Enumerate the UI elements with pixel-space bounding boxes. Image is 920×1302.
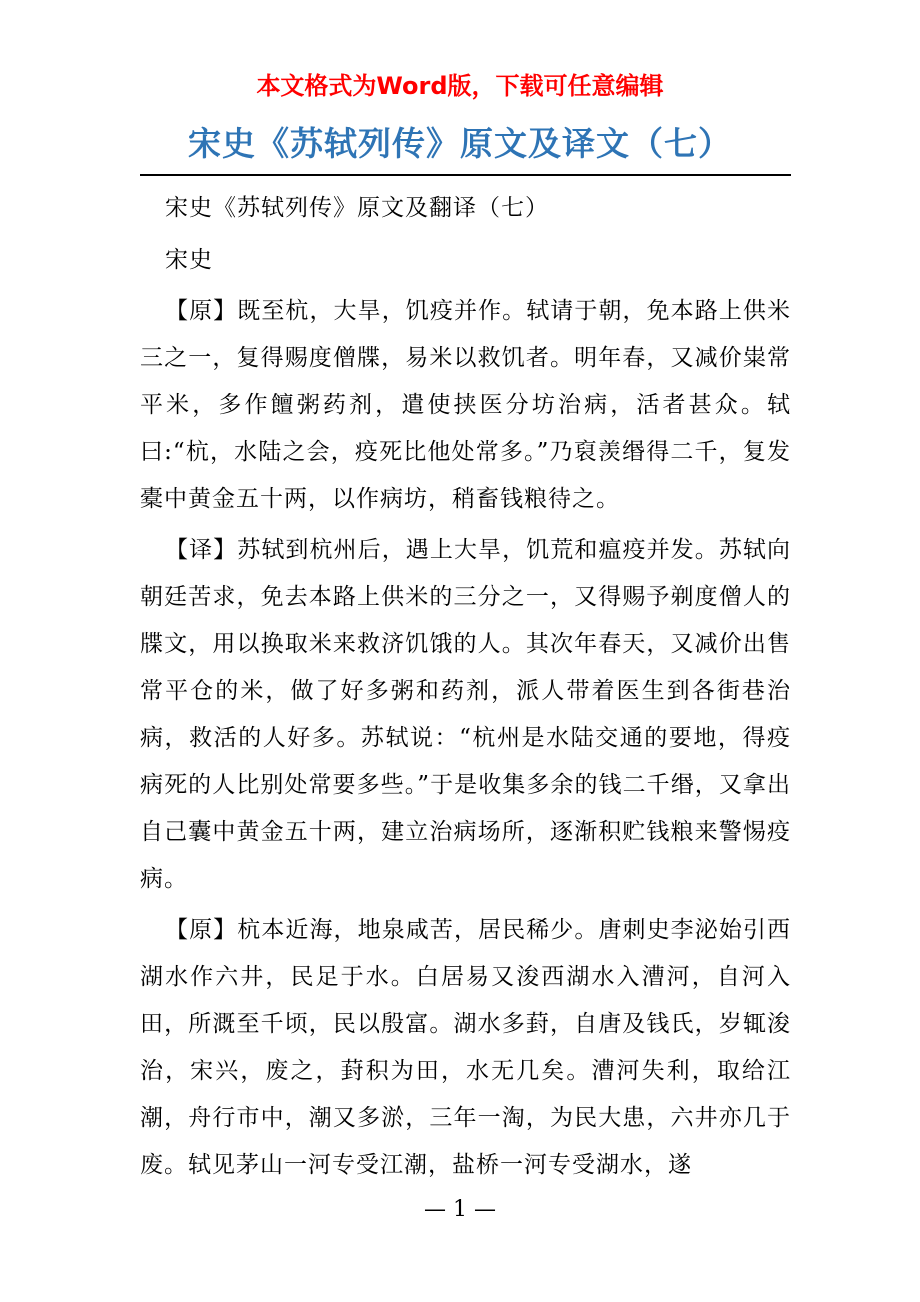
article-subtitle: 宋史《苏轼列传》原文及翻译（七） (165, 195, 549, 221)
title-divider (140, 174, 791, 176)
document-title: 宋史《苏轼列传》原文及译文（七） (188, 124, 732, 163)
page-number: — 1 — (424, 1197, 496, 1222)
article-author: 宋史 (165, 247, 213, 273)
paragraph-original-2: 【原】杭本近海，地泉咸苦，居民稀少。唐刺史李泌始引西湖水作六井，民足于水。白居易又浚西湖水入漕河，自河入田，所溉至千顷，民以殷富。湖水多葑，自唐及钱氏，岁辄浚治，宋兴，废之，葑积为田，水无几矣。漕河失利，取给江潮，舟行市中，潮又多淤，三年一淘，为民大患，六井亦几于废。轼见茅山一河专受江潮，盐桥一河专受湖水，遂 (140, 917, 791, 1178)
format-notice-banner: 本文格式为Word版，下载可任意编辑 (256, 72, 664, 100)
paragraph-translation-1: 【译】苏轼到杭州后，遇上大旱，饥荒和瘟疫并发。苏轼向朝廷苦求，免去本路上供米的三分之一，又得赐予剃度僧人的牒文，用以换取米来救济饥饿的人。其次年春天，又减价出售常平仓的米，做了好多粥和药剂，派人带着医生到各街巷治病，救活的人好多。苏轼说：“杭州是水陆交通的要地，得疫病死的人比别处常要多些。”于是收集多余的钱二千缗，又拿出自己囊中黄金五十两，建立治病场所，逐渐积贮钱粮来警惕疫病。 (140, 537, 791, 892)
document-body (140, 182, 791, 1193)
paragraph-original-1: 【原】既至杭，大旱，饥疫并作。轼请于朝，免本路上供米三之一，复得赐度僧牒，易米以救饥者。明年春，又减价粜常平米，多作饘粥药剂，遣使挟医分坊治病，活者甚众。轼曰:“杭，水陆之会，疫死比他处常多。”乃裒羡缗得二千，复发橐中黄金五十两，以作病坊，稍畜钱粮待之。 (140, 298, 791, 512)
